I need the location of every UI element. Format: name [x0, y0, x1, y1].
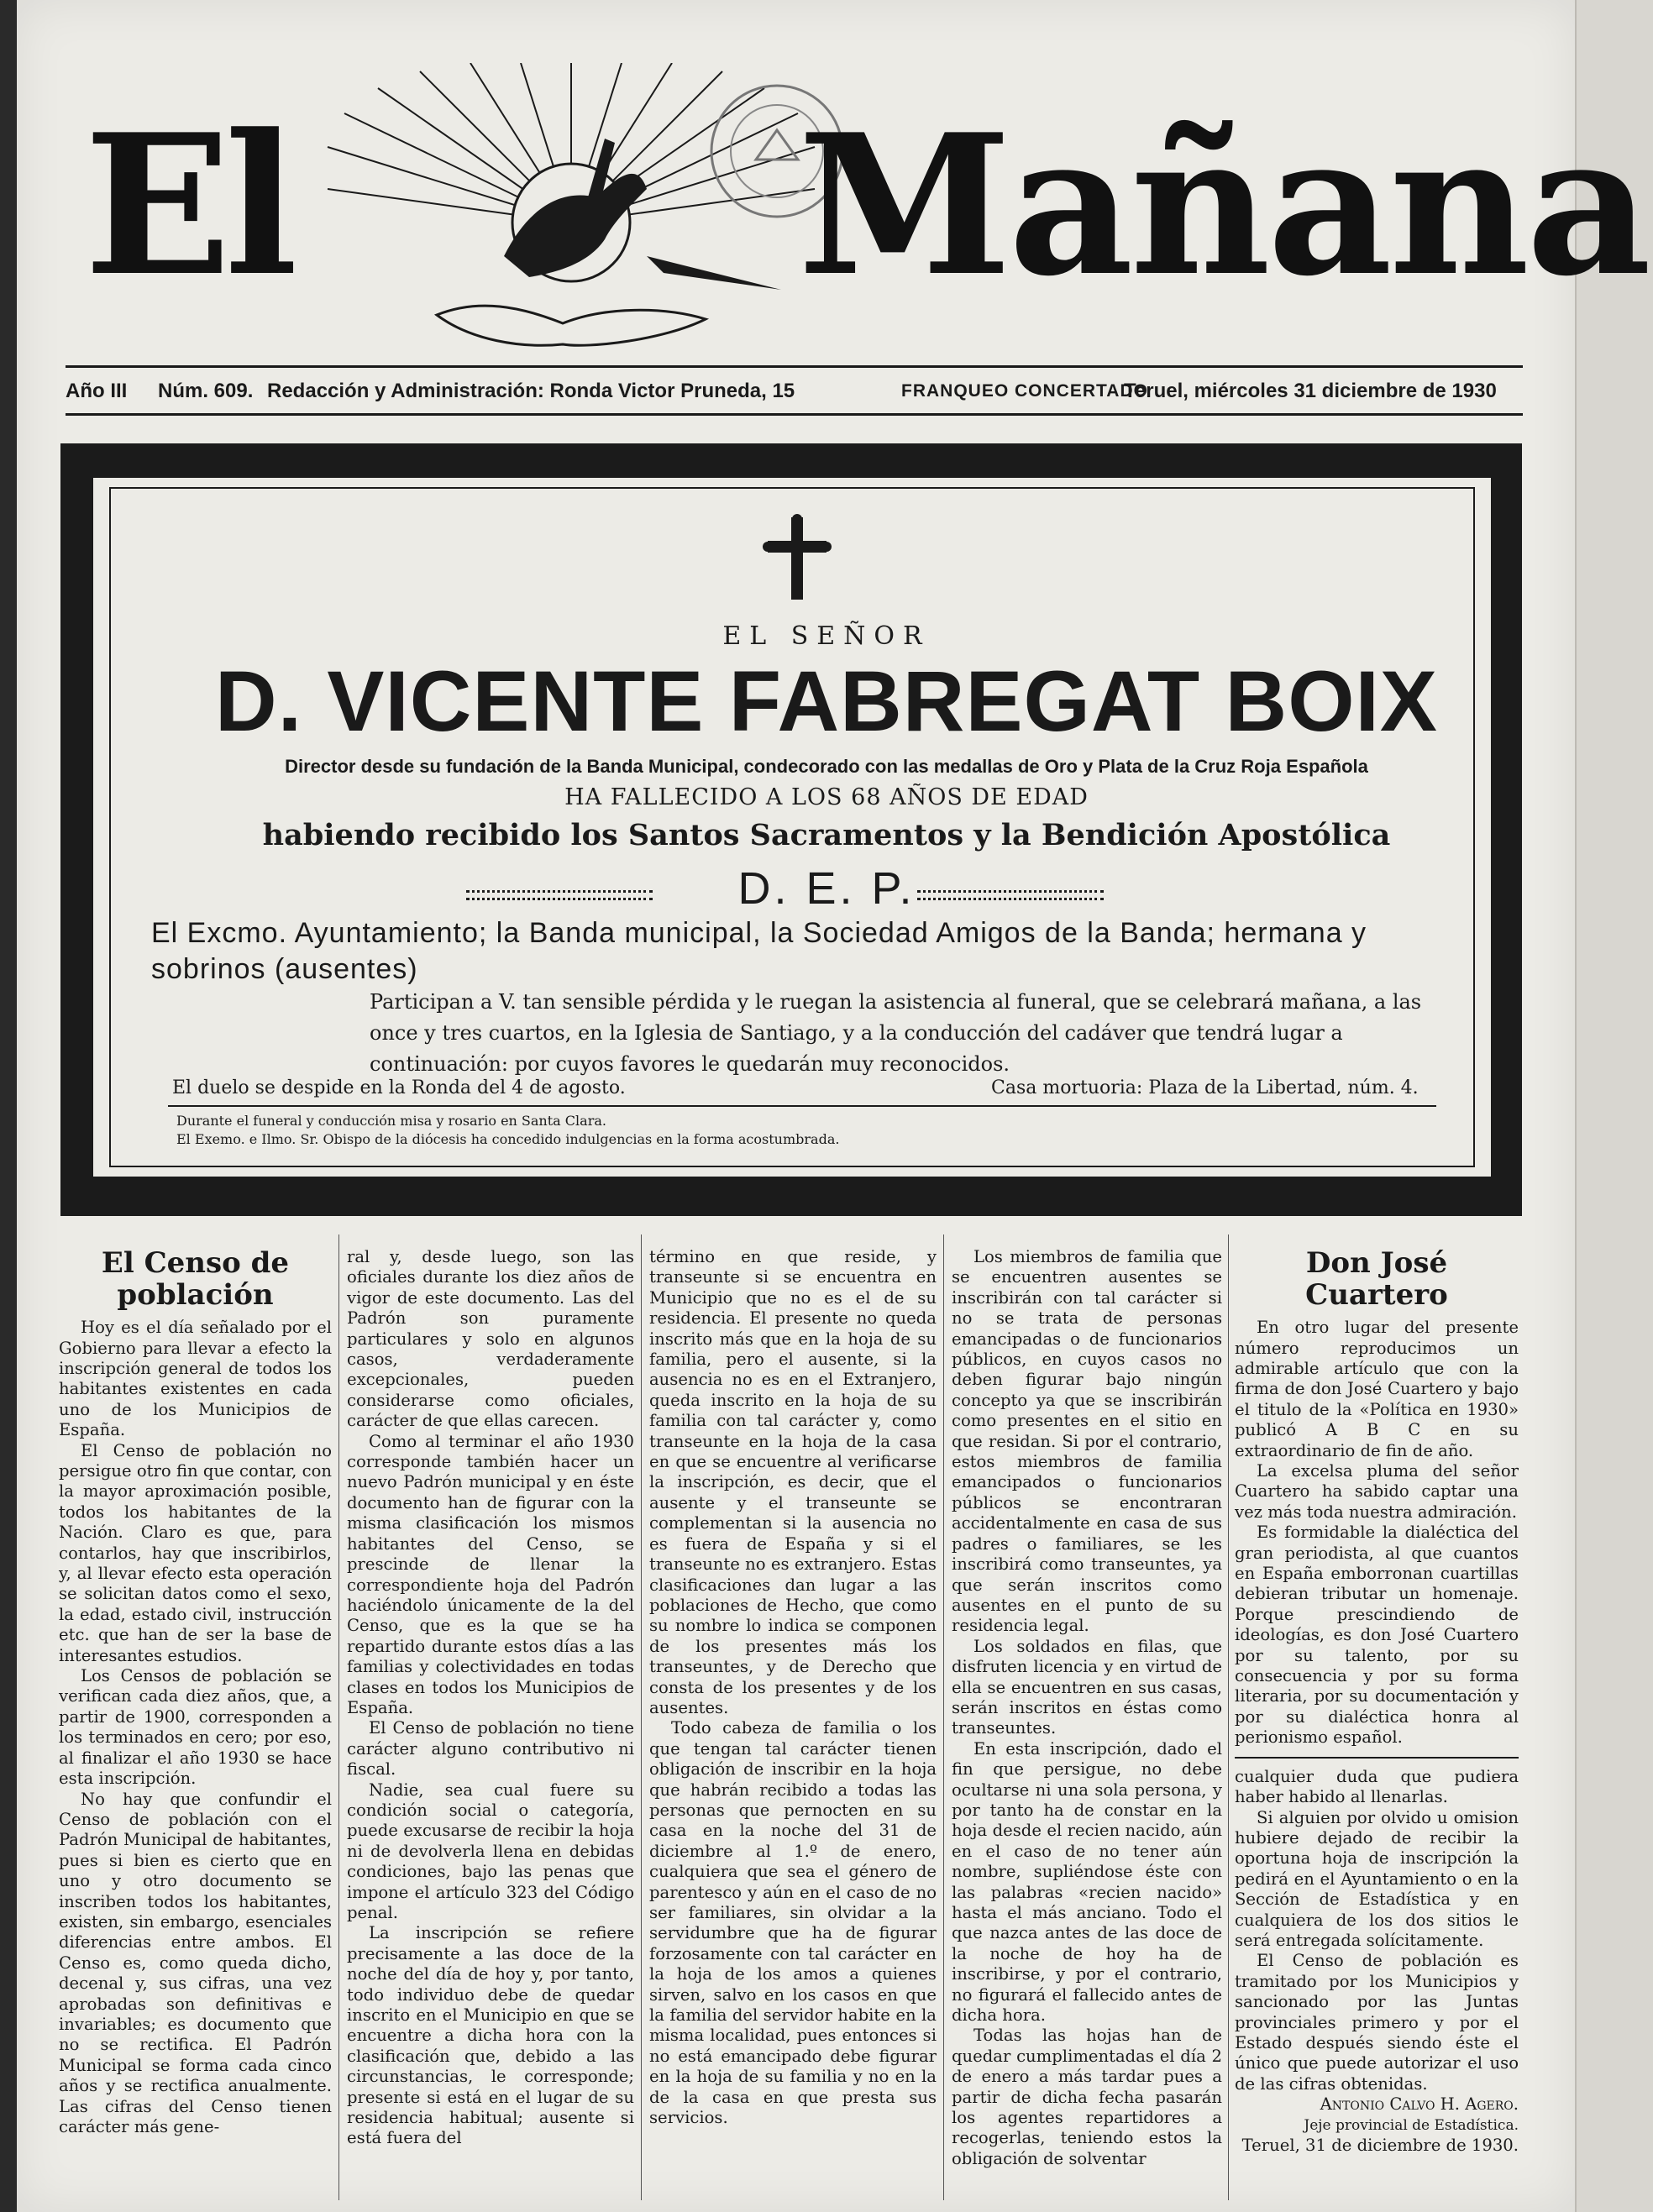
paragraph: Los soldados en filas, que disfruten licencia y en virtud de ella se encuentren en sus casas, serán inscritos en éstas como transeuntes.	[952, 1636, 1222, 1738]
censo-heading: El Censo de población	[101, 1246, 290, 1313]
obituary-casa: Casa mortuoria: Plaza de la Libertad, núm. 4.	[991, 1077, 1419, 1098]
paragraph: Si alguien por olvido u omision hubiere dejado de recibir la oportuna hoja de inscripción la pedirá en el Ayuntamiento o en la Sección de Estadística y en cualquiera de los dos sitios le será entregada solícitamente.	[1235, 1807, 1519, 1950]
censo-column-4	[952, 1247, 1222, 2169]
censo-column-3	[649, 1247, 937, 2128]
issue-year: Año III	[66, 380, 128, 402]
scan-edge-left	[0, 0, 17, 2212]
column-rule	[943, 1234, 944, 2200]
column-rule	[338, 1234, 339, 2200]
paragraph: Todo cabeza de familia o los que tengan tal carácter tienen obligación de inscribir en la hoja que habrán recibido a todas las personas que pernocten en su casa en la noche del 31 de diciembre al 1.º de enero, cualquiera que sea el género de parentesco y aún en el caso de no ser familiares, sin olvidar a la servidumbre que ha de figurar forzosamente con tal carácter en la hoja de los amos a quienes sirven, salvo en los casos en que la familia del servidor habite en la misma localidad, pues entonces si no está emancipado debe figurar en la hoja de su familia y no en la de la casa en que presta sus servicios.	[649, 1718, 937, 2128]
obituary-rule	[168, 1105, 1436, 1107]
paragraph: cualquier duda que pudiera haber habido al llenarlas.	[1235, 1766, 1519, 1807]
obituary-note-1: Durante el funeral y conducción misa y rosario en Santa Clara.	[176, 1113, 606, 1129]
issue-number: Núm. 609.	[158, 380, 254, 402]
paragraph: Los miembros de familia que se encuentren ausentes se inscribirán con tal carácter si no se trata de personas emancipadas o de funcionarios públicos, en cuyos casos no deben figurar bajo ningún concepto ya que se inscribirán como presentes en el sitio en que residan. Si por el contrario, estos miembros de familia emancipados o funcionarios públicos se encontraran accidentalmente en casa de sus padres o familiares, se les inscribirá como transeuntes, ya que serán inscritos como ausentes en el punto de su residencia legal.	[952, 1247, 1222, 1636]
issue-date: Teruel, miércoles 31 diciembre de 1930	[1124, 380, 1497, 402]
paragraph: En otro lugar del presente número reproducimos un admirable artículo que con la firma de don José Cuartero y bajo el titulo de la «Política en 1930» publicó A B C en su extraordinario de fin de año.	[1235, 1318, 1519, 1460]
address: Redacción y Administración: Ronda Victor Pruneda, 15	[267, 380, 795, 402]
title-manana: Mañana	[798, 92, 1649, 319]
paragraph: Nadie, sea cual fuere su condición social o categoría, puede excusarse de recibir la hoja ni de devolverla llena en debidas condiciones, bajo las penas que impone el artículo 323 del Código penal.	[347, 1780, 634, 1922]
censo-column-1	[59, 1247, 332, 2137]
section-rule	[1235, 1757, 1519, 1759]
paragraph: El Censo de población es tramitado por los Municipios y sancionado por las Juntas provinciales primero y por el Estado después siendo éste el único que puede autorizar el uso de las cifras obtenidas.	[1235, 1951, 1519, 2094]
paragraph: En esta inscripción, dado el fin que persigue, no debe ocultarse ni una sola persona, y por tanto ha de constar en la hoja desde el recien nacido, aún en el caso de no tener aún nombre, supliéndose éste con las palabras «recien nacido» hasta el más anciano. Todo el que nazca antes de las doce de la noche de hoy ha de inscribirse, y por el contrario, no figurará el fallecido antes de dicha hora.	[952, 1738, 1222, 2026]
obituary-notes	[176, 1112, 839, 1148]
masthead-info-line	[66, 376, 1535, 410]
censo-column-2	[347, 1247, 634, 2149]
title-el: El	[84, 92, 291, 319]
paragraph: No hay que confundir el Censo de población con el Padrón Municipal de habitantes, pues si bien es cierto que en uno y otro documento se inscriben todos los habitantes, existen, sin embargo, esenciales diferencias entre ambos. El Censo es, como queda dicho, decenal y, sus cifras, una vez aprobadas son definitivas e invariables; es documento que no se rectifica. El Padrón Municipal se forma cada cinco años y se rectifica anualmente. Las cifras del Censo tienen carácter más gene-	[59, 1789, 332, 2136]
obituary-participan: Participan a V. tan sensible pérdida y le ruegan la asistencia al funeral, que se celebrará mañana, a las once y tres cuartos, en la Iglesia de Santiago, y a la conducción del cadáver que tendrá lugar a continuación: por cuyos favores le quedarán muy reconocidos.	[370, 990, 1422, 1077]
paragraph: término en que reside, y transeunte si se encuentra en Municipio que no es el de su residencia. El presente no queda inscrito más que en la hoja de su familia, pero el ausente, si la ausencia no es en el Extranjero, queda inscrito en la hoja de su familia con tal carácter y, como transeunte en la hoja de la casa en que se encuentre al verificarse la inscripción, es decir, que el ausente y el transeunte se complementan si la ausencia no es fuera de España y si el transeunte no es extranjero. Estas clasificaciones dan lugar a las poblaciones de Hecho, que como su nombre lo indica se componen de los presentes más los transeuntes, y de Derecho que consta de los presentes y de los ausentes.	[649, 1247, 937, 1717]
dep-dash-right	[917, 890, 1104, 900]
paragraph: La inscripción se refiere precisamente a las doce de la noche del día de hoy y, por tanto, todo individuo debe de quedar inscrito en el Municipio en que se encuentre a dicha hora con la clasificación que, debido a las circunstancias, le corresponde; presente si está en el lugar de su residencia habitual; ausente si está fuera del	[347, 1923, 634, 2148]
obituary-dep: D. E. P.	[737, 863, 916, 914]
obituary-note-2: El Exemo. e Ilmo. Sr. Obispo de la diócesis ha concedido indulgencias en la forma acostumbrada.	[176, 1130, 840, 1147]
masthead-rule-top	[66, 365, 1523, 368]
signature-date: Teruel, 31 de diciembre de 1930.	[1241, 2136, 1519, 2155]
obituary-ayuntamiento: El Excmo. Ayuntamiento; la Banda municipal, la Sociedad Amigos de la Banda; hermana y sobrinos (ausentes)	[151, 917, 1367, 985]
obituary-el-senor: EL SEÑOR	[722, 621, 931, 651]
paragraph: La excelsa pluma del señor Cuartero ha sabido captar una vez más toda nuestra admiración.	[1235, 1461, 1519, 1522]
paragraph: Hoy es el día señalado por el Gobierno para llevar a efecto la inscripción general de todos los habitantes existentes en cada uno de los Municipios de España.	[59, 1318, 332, 1440]
masthead	[59, 46, 1649, 365]
franqueo-label: FRANQUEO CONCERTADO	[901, 381, 1148, 401]
cross-icon	[763, 514, 832, 603]
obituary-name: D. VICENTE FABREGAT BOIX	[215, 653, 1438, 749]
paragraph: Como al terminar el año 1930 corresponde también hacer un nuevo Padrón municipal y en éste documento han de figurar con la misma clasificación los mismos habitantes del Censo, se prescinde de llenar la correspondiente hoja del Padrón haciéndolo únicamente de la del Censo, que es la que se ha repartido durante estos días a las familias y colectividades en todas clases en todos los Municipios de España.	[347, 1431, 634, 1717]
column-rule	[641, 1234, 642, 2200]
paragraph: Los Censos de población se verifican cada diez años, que, a partir de 1900, corresponden a los terminados en cero; por eso, al finalizar el año 1930 se hace esta inscripción.	[59, 1666, 332, 1789]
paragraph: El Censo de población no tiene carácter alguno contributivo ni fiscal.	[347, 1718, 634, 1780]
signature: Antonio Calvo H. Agero.	[1320, 2094, 1519, 2115]
obituary-director-line: Director desde su fundación de la Banda Municipal, condecorado con las medallas de Oro y Plata de la Cruz Roja Española	[285, 756, 1368, 777]
paragraph: Todas las hojas han de quedar cumplimentadas el día 2 de enero a más tardar pues a partir de dicha fecha pasarán los agentes repartidores a recogerlas, teniendo estos la obligación de solventar	[952, 2026, 1222, 2168]
signature-title: Jeje provincial de Estadística.	[1304, 2116, 1519, 2134]
column-rule	[1228, 1234, 1229, 2200]
paragraph: Es formidable la dialéctica del gran periodista, al que cuantos en España emborronan cuartillas debieran tributar un homenaje. Porque prescindiendo de ideologías, es don José Cuartero por su talento, por su consecuencia y por su forma literaria, por su documentación y por su dialéctica honra al perionismo español.	[1235, 1523, 1519, 1748]
cuartero-column	[1235, 1247, 1519, 2156]
masthead-rule-bottom	[66, 413, 1523, 416]
obituary-sacramentos: habiendo recibido los Santos Sacramentos y la Bendición Apostólica	[262, 818, 1391, 852]
scan-edge-right	[1575, 0, 1653, 2212]
paragraph: ral y, desde luego, son las oficiales durante los diez años de vigor de este documento. Las del Padrón son puramente particulares y solo en algunos casos, verdaderamente excepcionales, pueden considerarse como oficiales, carácter de que ellas carecen.	[347, 1247, 634, 1431]
obituary-fallecido: HA FALLECIDO A LOS 68 AÑOS DE EDAD	[564, 784, 1089, 810]
paragraph: El Censo de población no persigue otro fin que contar, con la mayor aproximación posible, todos los habitantes de la Nación. Claro es que, para contarlos, hay que inscribirlos, y, al llevar efecto esta operación se solicitan datos como el sexo, la edad, estado civil, instrucción etc. que han de ser la base de interesantes estudios.	[59, 1440, 332, 1665]
obituary-duelo: El duelo se despide en la Ronda del 4 de agosto.	[172, 1077, 626, 1098]
cuartero-heading: Don José Cuartero	[1305, 1246, 1448, 1313]
